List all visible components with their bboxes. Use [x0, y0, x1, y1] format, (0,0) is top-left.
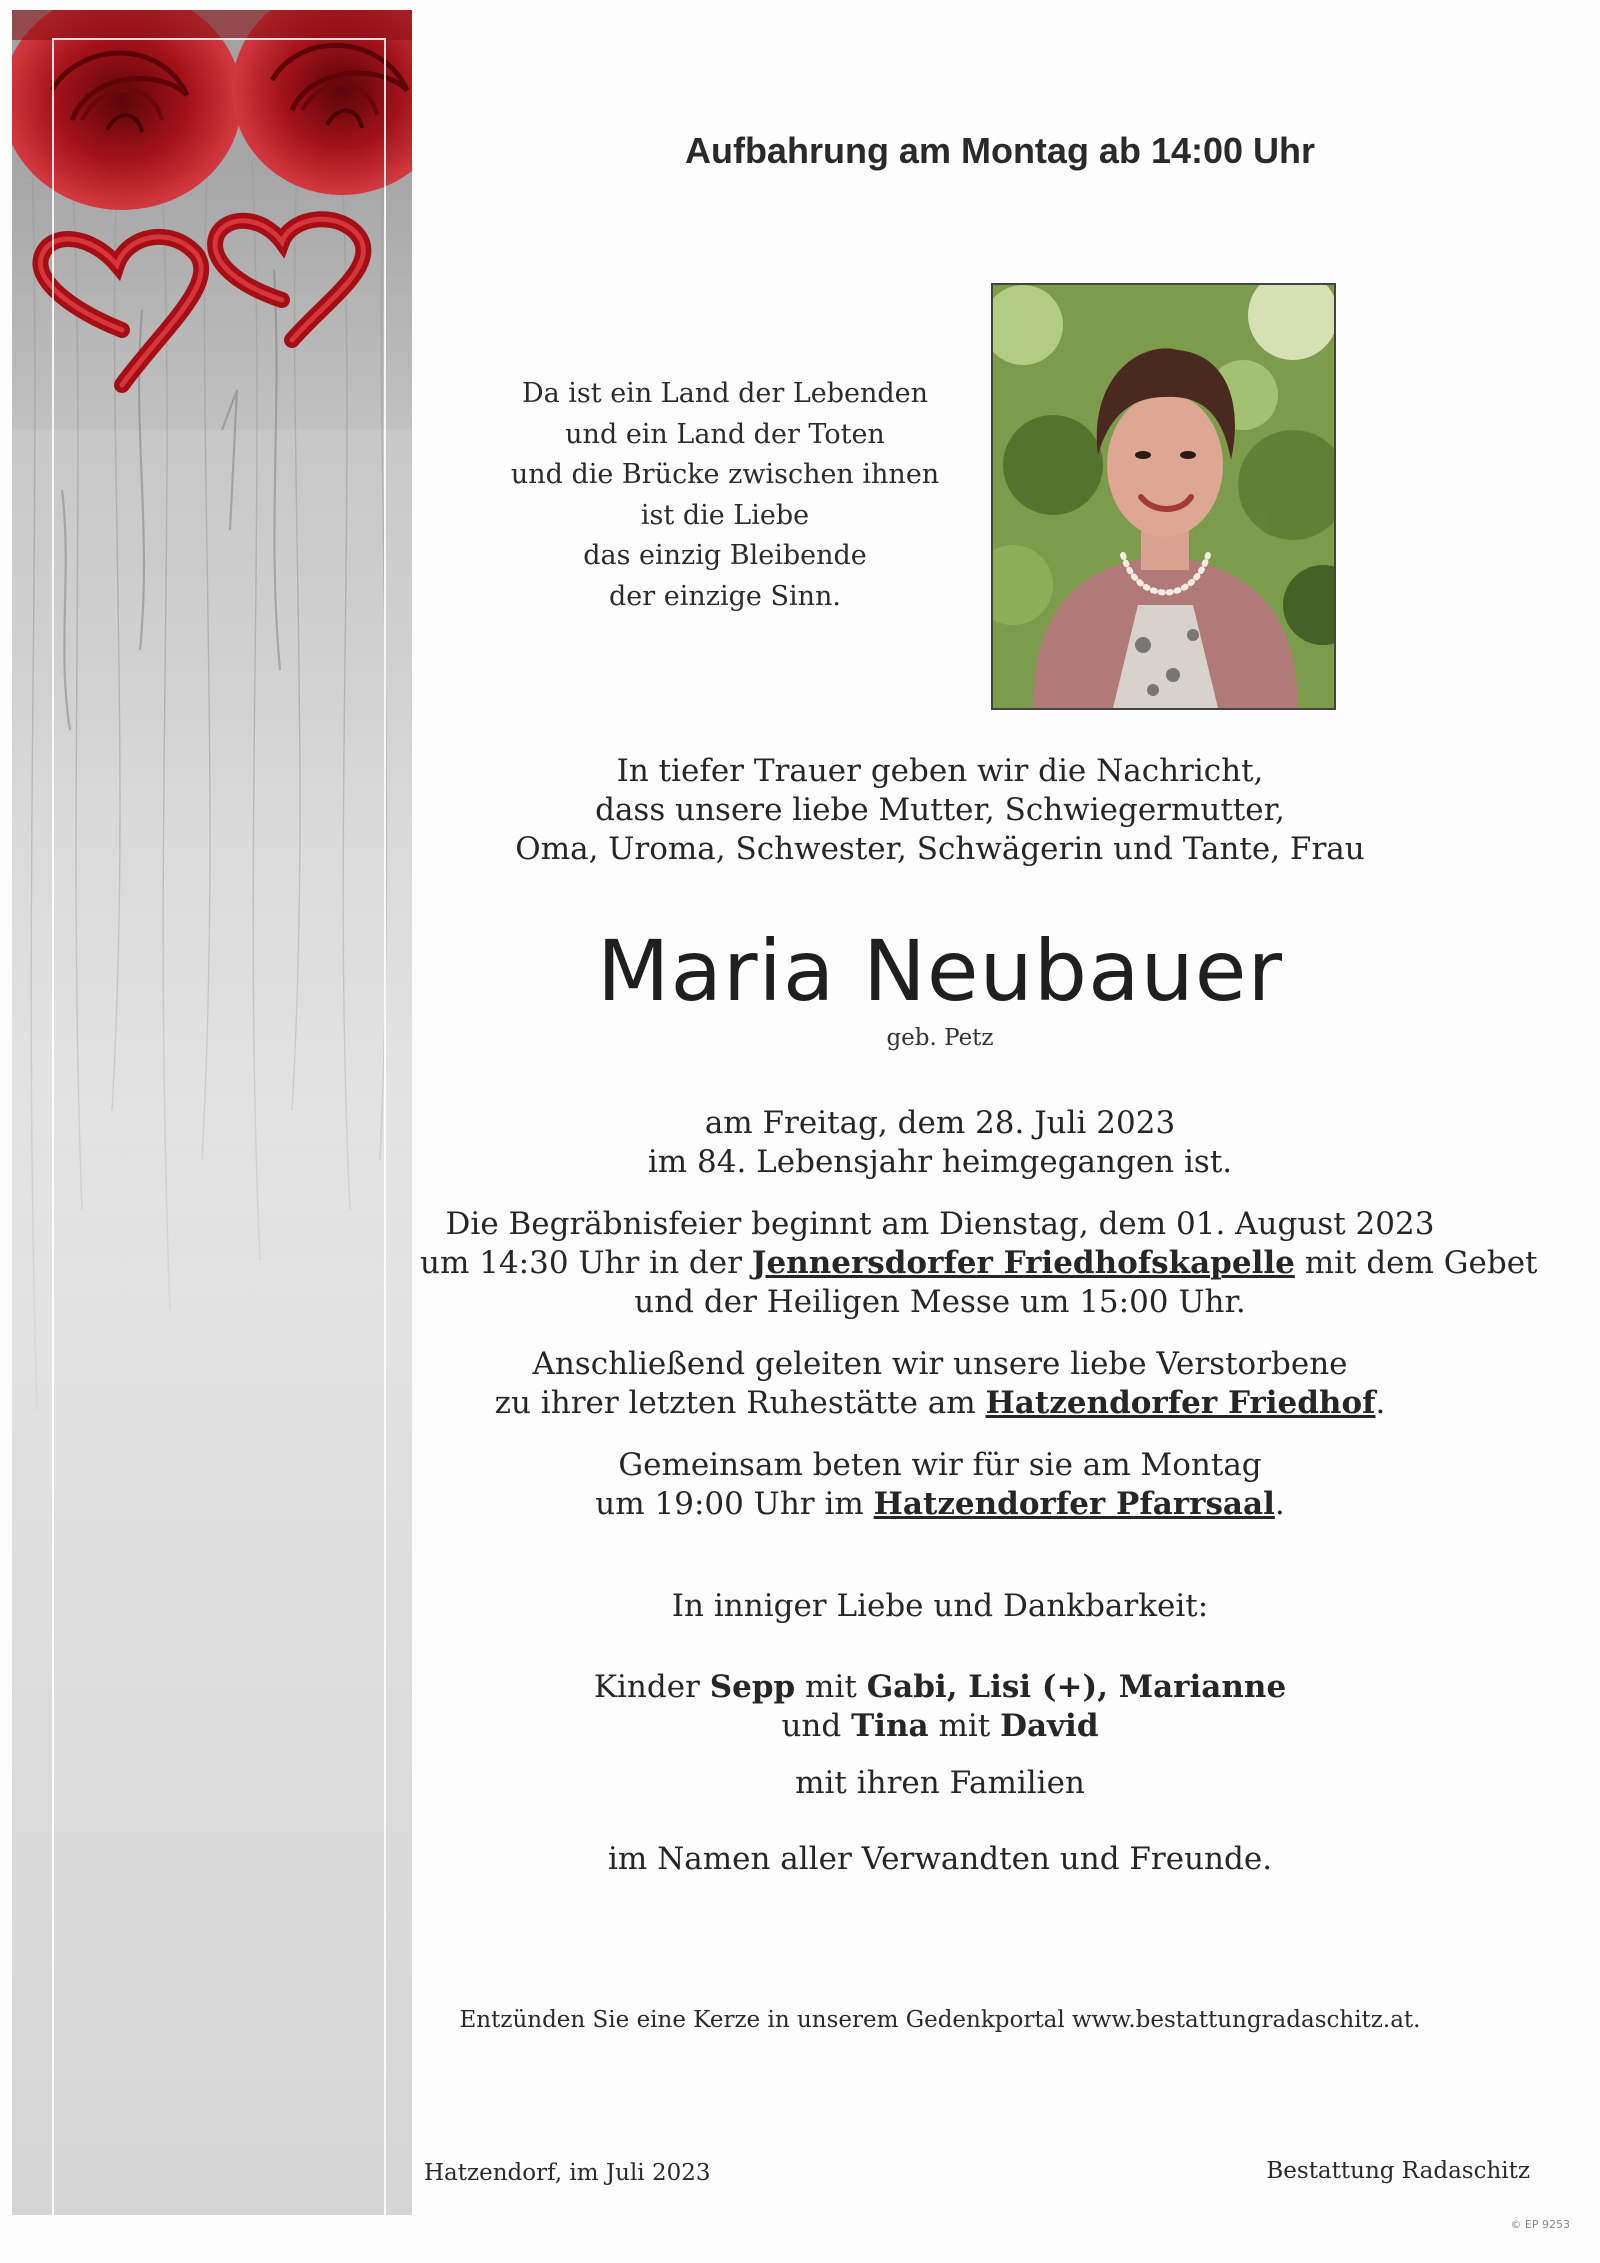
prayer-line-1: Gemeinsam beten wir für sie am Montag [618, 1447, 1262, 1483]
mourners-intro: In inniger Liebe und Dankbarkeit: [671, 1588, 1209, 1624]
funeral-line-3: und der Heiligen Messe um 15:00 Uhr. [634, 1284, 1246, 1320]
decorative-side-strip [12, 10, 412, 2215]
death-date-line: am Freitag, dem 28. Juli 2023 [704, 1105, 1176, 1141]
announcement-line: In tiefer Trauer geben wir die Nachricht, [616, 753, 1264, 789]
poem-line: und ein Land der Toten [565, 418, 885, 450]
poem-line: der einzige Sinn. [609, 580, 841, 612]
deceased-name: Maria Neubauer [597, 922, 1283, 1020]
funeral-details [420, 1205, 1538, 1322]
burial-line-2: zu ihrer letzten Ruhestätte am Hatzendorfer Friedhof. [494, 1385, 1386, 1421]
funeral-line-1: Die Begräbnisfeier beginnt am Dienstag, dem 01. August 2023 [445, 1206, 1435, 1242]
viewing-notice-heading: Aufbahrung am Montag ab 14:00 Uhr [684, 130, 1316, 171]
strip-frame [52, 38, 386, 2215]
parish-hall-name: Hatzendorfer Pfarrsaal [873, 1486, 1275, 1522]
funeral-line-2: um 14:30 Uhr in der Jennersdorfer Friedhofskapelle mit dem Gebet [420, 1245, 1538, 1281]
prayer-details [420, 1446, 1460, 1524]
prayer-line-2: um 19:00 Uhr im Hatzendorfer Pfarrsaal. [595, 1486, 1285, 1522]
birth-name: geb. Petz [886, 1025, 994, 1051]
families-line: mit ihren Familien [795, 1765, 1085, 1801]
death-date-text [420, 1104, 1460, 1182]
poem-line: das einzig Bleibende [583, 540, 867, 571]
poem-line: und die Brücke zwischen ihnen [510, 459, 940, 490]
cemetery-name: Hatzendorfer Friedhof [985, 1385, 1376, 1421]
burial-line-1: Anschließend geleiten wir unsere liebe Verstorbene [532, 1346, 1348, 1382]
burial-details [420, 1345, 1460, 1423]
poem-line: Da ist ein Land der Lebenden [521, 378, 929, 409]
portrait-illustration [993, 285, 1334, 708]
portrait-photo [991, 283, 1336, 710]
undertaker-name: Bestattung Radaschitz [1266, 2158, 1530, 2184]
children-line-2: und Tina mit David [781, 1708, 1099, 1744]
age-line: im 84. Lebensjahr heimgegangen ist. [647, 1144, 1233, 1180]
memorial-portal-note: Entzünden Sie eine Kerze in unserem Gedenkportal www.bestattungradaschitz.at. [459, 2007, 1421, 2033]
relatives-line: im Namen aller Verwandten und Freunde. [607, 1841, 1273, 1877]
announcement-text [420, 752, 1460, 869]
announcement-line: dass unsere liebe Mutter, Schwiegermutter, [595, 792, 1285, 828]
children-line-1: Kinder Sepp mit Gabi, Lisi (+), Marianne [593, 1669, 1287, 1705]
poem-line: ist die Liebe [640, 499, 810, 531]
announcement-line: Oma, Uroma, Schwester, Schwägerin und Tante, Frau [515, 831, 1365, 867]
mourners-list [420, 1668, 1460, 1746]
print-code: © EP 9253 [1510, 2218, 1570, 2231]
chapel-name: Jennersdorfer Friedhofskapelle [751, 1245, 1295, 1281]
place-date: Hatzendorf, im Juli 2023 [424, 2160, 711, 2186]
memorial-poem [500, 374, 950, 617]
